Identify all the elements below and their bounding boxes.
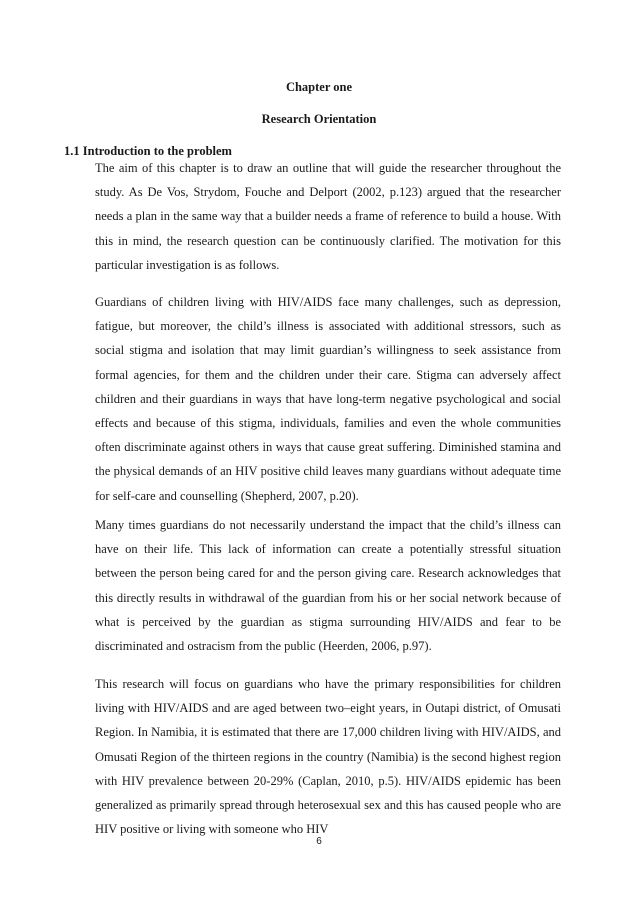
paragraph-research-focus: This research will focus on guardians who have the primary responsibilities for children living with HIV/AIDS and are aged between two–eight years, in Outapi district, of Omusati Region. In Namibia, it is estimated that there are 17,000 children living with HIV/AIDS, and Omusati Region of the thirteen regions in the country (Namibia) is the second highest region with HIV prevalence between 20-29% (Caplan, 2010, p.5). HIV/AIDS epidemic has been generalized as primarily spread through heterosexual sex and this has caused people who are HIV positive or living with someone who HIV xyxy=(95,677,561,837)
section-heading: 1.1 Introduction to the problem xyxy=(64,144,232,158)
page-number: 6 xyxy=(316,836,322,847)
chapter-subtitle: Research Orientation xyxy=(261,112,377,126)
paragraph-guardians-challenges: Guardians of children living with HIV/AIDS face many challenges, such as depression, fatigue, but moreover, the child’s illness is associated with additional stressors, such as social stigma and isolation that may limit guardian’s willingness to seek assistance from formal agencies, for them and the children under their care. Stigma can adversely affect children and their guardians in ways that have long-term negative psychological and social effects and because of this stigma, individuals, families and even the whole communities often discriminate against others in ways that cause great suffering. Diminished stamina and the physical demands of an HIV positive child leaves many guardians without adequate time for self-care and counselling (Shepherd, 2007, p.20). xyxy=(95,295,561,503)
chapter-title: Chapter one xyxy=(285,80,353,94)
paragraph-aim: The aim of this chapter is to draw an outline that will guide the researcher throughout the study. As De Vos, Strydom, Fouche and Delport (2002, p.123) argued that the researcher needs a plan in the same way that a builder needs a frame of reference to build a house. With this in mind, the research question can be continuously clarified. The motivation for this particular investigation is as follows. xyxy=(95,161,561,272)
paragraph-impact: Many times guardians do not necessarily understand the impact that the child’s illness can have on their life. This lack of information can create a potentially stressful situation between the person being cared for and the person giving care. Research acknowledges that this directly results in withdrawal of the guardian from his or her social network because of what is perceived by the guardian as stigma surrounding HIV/AIDS and fear to be discriminated and ostracism from the public (Heerden, 2006, p.97). xyxy=(95,518,561,654)
